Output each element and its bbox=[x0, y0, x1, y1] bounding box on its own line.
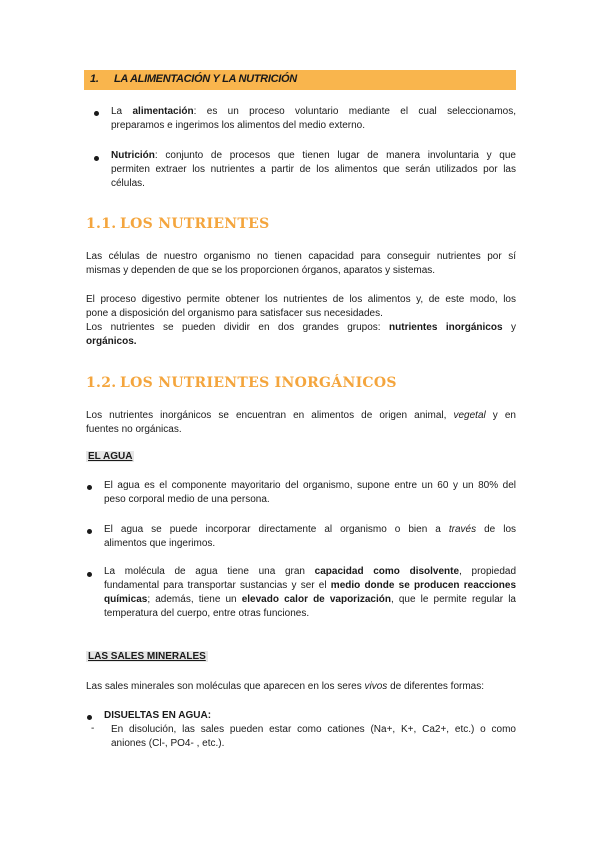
heading-1-bar bbox=[84, 70, 516, 90]
heading-el-agua: EL AGUA bbox=[88, 451, 133, 462]
bullet-dot bbox=[87, 485, 92, 490]
heading-1-1: 1.1. LOS NUTRIENTES bbox=[86, 216, 270, 232]
bullet-alimentacion: La alimentación: es un proceso voluntario mediante el cual seleccionamos, preparamos e ingerimos los alimentos del medio externo. bbox=[111, 106, 517, 131]
bullet-dot bbox=[87, 715, 92, 720]
paragraph-proceso-digestivo: El proceso digestivo permite obtener los nutrientes de los alimentos y, de este modo, los pone a disposición del organismo para satisfacer sus necesidades. Los nutrientes se pueden dividir en dos grandes grupos: nutrientes inorgánicos y orgánicos. bbox=[86, 294, 516, 347]
bullet-dot bbox=[94, 156, 99, 161]
heading-1-2: 1.2. LOS NUTRIENTES INORGÁNICOS bbox=[86, 375, 397, 391]
heading-1-title: LA ALIMENTACIÓN Y LA NUTRICIÓN bbox=[114, 73, 297, 85]
bullet-disueltas: DISUELTAS EN AGUA: bbox=[104, 710, 212, 721]
bullet-dot bbox=[87, 529, 92, 534]
paragraph-inorganicos: Los nutrientes inorgánicos se encuentran en alimentos de origen animal, vegetal y en fuentes no orgánicas. bbox=[86, 410, 516, 435]
paragraph-celulas: Las células de nuestro organismo no tienen capacidad para conseguir nutrientes por sí mismas y dependen de que se los proporcionen órganos, aparatos y sistemas. bbox=[86, 251, 516, 276]
bullet-agua-molecula: La molécula de agua tiene una gran capacidad como disolvente, propiedad fundamental para transportar sustancias y ser el medio donde se producen reacciones químicas; además, tiene un elevado calor de vaporización, que le permite regular la temperatura del cuerpo, entre otras funciones. bbox=[104, 566, 517, 619]
dash-item-disolucion: En disolución, las sales pueden estar como cationes (Na+, K+, Ca2+, etc.) o como aniones (Cl-, PO4- , etc.). bbox=[111, 724, 516, 749]
bullet-agua-incorporar: El agua se puede incorporar directamente al organismo o bien a través de los alimentos que ingerimos. bbox=[104, 524, 517, 549]
heading-sales-minerales: LAS SALES MINERALES bbox=[88, 651, 206, 662]
bullet-dot bbox=[87, 572, 92, 577]
bullet-agua-componente: El agua es el componente mayoritario del organismo, supone entre un 60 y un 80% del peso corporal medio de una persona. bbox=[104, 480, 516, 505]
paragraph-sales-intro: Las sales minerales son moléculas que aparecen en los seres vivos de diferentes formas: bbox=[86, 681, 485, 692]
dash-marker: - bbox=[91, 723, 95, 734]
heading-1-number: 1. bbox=[90, 73, 99, 85]
bullet-dot bbox=[94, 111, 99, 116]
bullet-nutricion: Nutrición: conjunto de procesos que tienen lugar de manera involuntaria y que permiten extraer los nutrientes a partir de los alimentos que serán utilizados por las células. bbox=[111, 150, 516, 189]
